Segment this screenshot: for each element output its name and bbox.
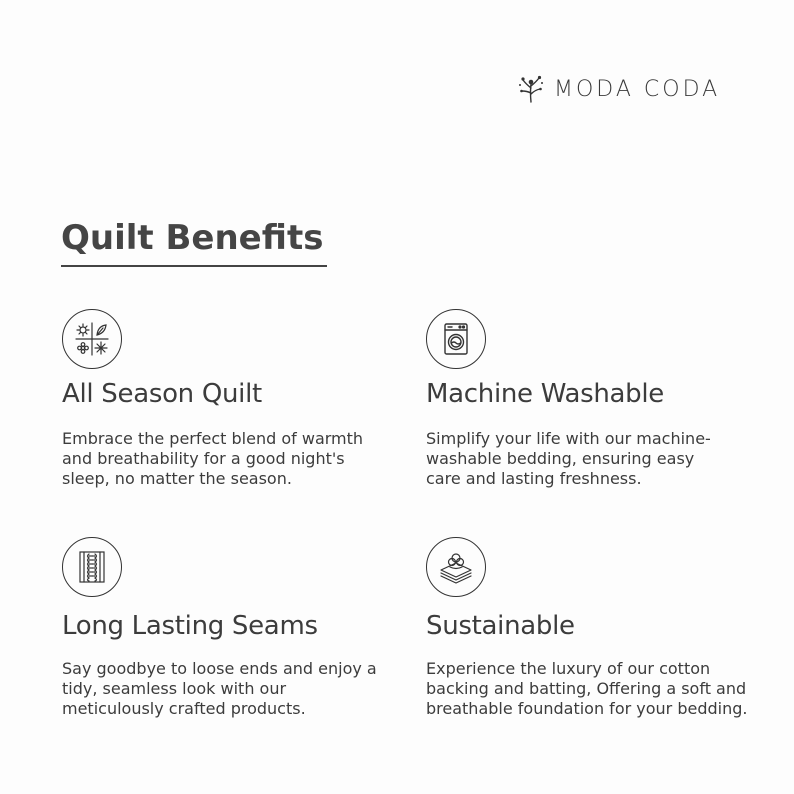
cotton-layers-icon [426,537,486,597]
stitched-seams-icon [62,537,122,597]
feature-description: Say goodbye to loose ends and enjoy a tidy, seamless look with our meticulously crafted products. [62,659,377,718]
feature-title: Sustainable [426,611,575,641]
brand-name: MODA CODA [554,76,721,102]
dandelion-logo-icon [518,74,544,104]
feature-all-season [62,309,402,488]
title-underline [61,265,327,267]
page-title: Quilt Benefits [61,218,324,258]
brand [518,74,720,104]
feature-title: Long Lasting Seams [62,611,318,641]
feature-description: Simplify your life with our machine-washable bedding, ensuring easy care and lasting freshness. [426,429,711,488]
four-seasons-icon [62,309,122,369]
feature-long-lasting-seams [62,537,402,718]
washing-machine-icon [426,309,486,369]
feature-machine-washable [426,309,766,488]
feature-sustainable [426,537,766,718]
feature-title: All Season Quilt [62,379,262,409]
feature-description: Embrace the perfect blend of warmth and breathability for a good night's sleep, no matter the season. [62,429,364,488]
feature-title: Machine Washable [426,379,664,409]
feature-description: Experience the luxury of our cotton backing and batting, Offering a soft and breathable foundation for your bedding. [426,659,748,718]
